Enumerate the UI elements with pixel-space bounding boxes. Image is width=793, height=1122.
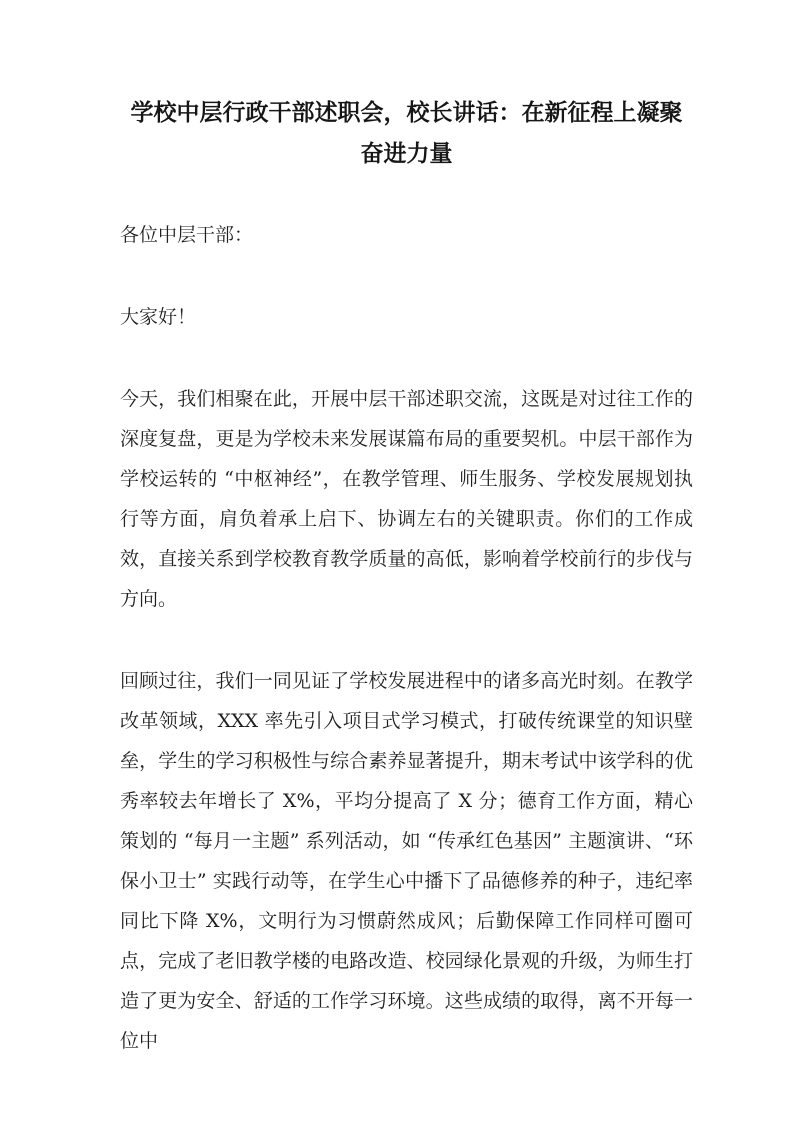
salutation-line: 各位中层干部：	[120, 224, 254, 246]
greeting-line: 大家好！	[120, 306, 197, 328]
body-paragraph-2: 回顾过往，我们一同见证了学校发展进程中的诸多高光时刻。在教学改革领域，XXX 率先引入项目式学习模式，打破传统课堂的知识壁垒，学生的学习积极性与综合素养显著提升，期末考试中该学科的优秀率较去年增长了 X%，平均分提高了 X 分；德育工作方面，精心策划的 “每月一主题” 系列活动，如 “传承红色基因” 主题演讲、“环保小卫士” 实践行动等，在学生心中播下了品德修养的种子，违纪率同比下降 X%，文明行为习惯蔚然成风；后勤保障工作同样可圈可点，完成了老旧教学楼的电路改造、校园绿化景观的升级，为师生打造了更为安全、舒适的工作学习环境。这些成绩的取得，离不开每一位中	[120, 670, 693, 1052]
document-title: 学校中层行政干部述职会，校长讲话：在新征程上凝聚奋进力量	[130, 99, 683, 167]
body-paragraph-1: 今天，我们相聚在此，开展中层干部述职交流，这既是对过往工作的深度复盘，更是为学校未来发展谋篇布局的重要契机。中层干部作为学校运转的 “中枢神经”，在教学管理、师生服务、学校发展规划执行等方面，肩负着承上启下、协调左右的关键职责。你们的工作成效，直接关系到学校教育教学质量的高低，影响着学校前行的步伐与方向。	[120, 388, 693, 610]
